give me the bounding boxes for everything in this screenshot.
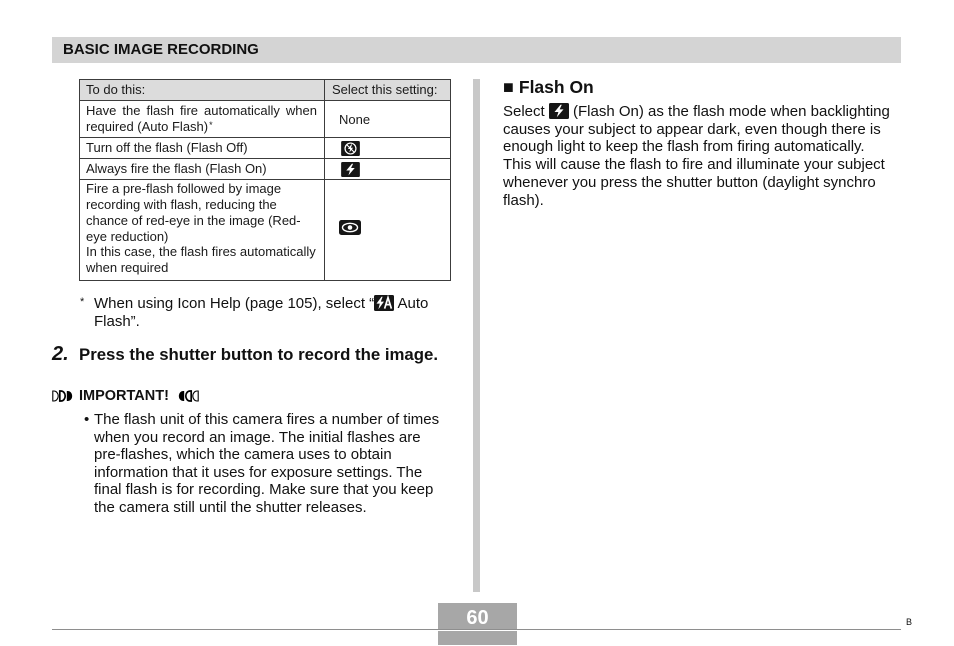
flash-on-icon — [341, 162, 360, 177]
column-header-action-label: To do this: — [86, 82, 146, 97]
description-line: This will cause the flash to fire and illuminate your subject — [503, 156, 885, 174]
description-line: flash). — [503, 191, 544, 209]
table-row — [80, 137, 450, 158]
table-cell-line: Have the flash fire automatically when — [86, 102, 317, 118]
footnote-text-after-icon: Auto — [394, 295, 429, 312]
description-line: causes your subject to appear dark, even though there is — [503, 120, 881, 138]
important-note-line: the camera still until the shutter releases. — [94, 498, 367, 516]
page-number-tab — [438, 603, 517, 629]
table-cell-setting — [325, 101, 450, 137]
column-divider — [473, 79, 480, 592]
important-note-line: pre-flashes, which the camera uses to obtain — [94, 446, 392, 464]
important-note — [94, 411, 439, 517]
table-cell-line: Always fire the flash (Flash On) — [86, 161, 267, 176]
table-cell-line: Fire a pre-flash followed by image — [86, 181, 282, 197]
table-cell-line-text: required (Auto Flash) — [86, 118, 209, 134]
page-number: 60 — [466, 606, 489, 629]
table-header-row — [80, 80, 450, 100]
column-header-setting-label: Select this setting: — [332, 82, 438, 97]
table-cell-line: eye reduction) — [86, 228, 169, 244]
important-note-line: information that it uses for exposure settings. The — [94, 463, 423, 481]
table-cell-line: chance of red-eye in the image (Red- — [86, 212, 301, 228]
important-right-icon — [177, 390, 199, 402]
flash-on-description — [503, 103, 890, 209]
table-cell-setting — [325, 138, 450, 158]
auto-flash-icon — [374, 295, 394, 311]
important-heading — [52, 388, 199, 404]
flash-mode-table — [79, 79, 451, 281]
edge-mark: B — [906, 617, 913, 627]
column-header-setting — [325, 80, 450, 100]
column-header-action — [80, 80, 325, 100]
step-instruction: Press the shutter button to record the image. — [79, 345, 438, 364]
footnote-text — [94, 295, 428, 331]
footnote-line: Flash”. — [94, 313, 140, 330]
section-marker: ■ — [503, 77, 514, 97]
table-cell-action — [80, 180, 325, 280]
table-cell-action — [80, 159, 325, 179]
table-cell-setting — [325, 159, 450, 179]
footnote-text-before-icon: When using Icon Help (page 105), select “ — [94, 295, 375, 312]
description-text-before-icon: Select — [503, 103, 549, 120]
important-note-line: when you record an image. The initial flashes are — [94, 428, 421, 446]
footnote-mark: * — [80, 296, 85, 308]
table-cell-line — [86, 119, 324, 136]
footer-rule — [52, 629, 901, 630]
table-cell-line: In this case, the flash fires automatically — [86, 244, 316, 260]
page-number-tab-lower — [438, 631, 517, 645]
flash-off-icon — [341, 141, 360, 156]
red-eye-reduction-icon — [339, 220, 361, 235]
table-cell-line: Turn off the flash (Flash Off) — [86, 140, 248, 155]
flash-on-title: Flash On — [518, 77, 594, 97]
section-title: BASIC IMAGE RECORDING — [63, 41, 259, 58]
flash-on-icon — [549, 103, 569, 119]
important-label: IMPORTANT! — [79, 388, 169, 404]
description-text-after-icon: (Flash On) as the flash mode when backlighting — [568, 103, 890, 120]
step-number: 2. — [52, 343, 69, 365]
description-line: whenever you press the shutter button (daylight synchro — [503, 173, 876, 191]
footnote-mark: * — [209, 119, 213, 130]
table-cell-action — [80, 138, 325, 158]
table-row — [80, 158, 450, 179]
table-row — [80, 179, 450, 280]
setting-value: None — [339, 111, 371, 127]
table-cell-action — [80, 101, 325, 137]
description-line: enough light to keep the flash from firing automatically. — [503, 138, 865, 156]
description-line — [503, 103, 890, 121]
section-header-bar — [52, 37, 901, 63]
table-cell-line: when required — [86, 259, 169, 275]
flash-on-heading — [503, 77, 594, 97]
table-row — [80, 100, 450, 137]
footnote-line — [94, 295, 428, 313]
important-note-line: The flash unit of this camera fires a number of times — [94, 411, 440, 428]
bullet-point: • — [84, 411, 90, 428]
table-cell-line: recording with flash, reducing the — [86, 197, 277, 213]
important-note-line: final flash is for recording. Make sure that you keep — [94, 481, 434, 499]
table-cell-setting — [325, 180, 450, 280]
important-left-icon — [52, 390, 74, 402]
